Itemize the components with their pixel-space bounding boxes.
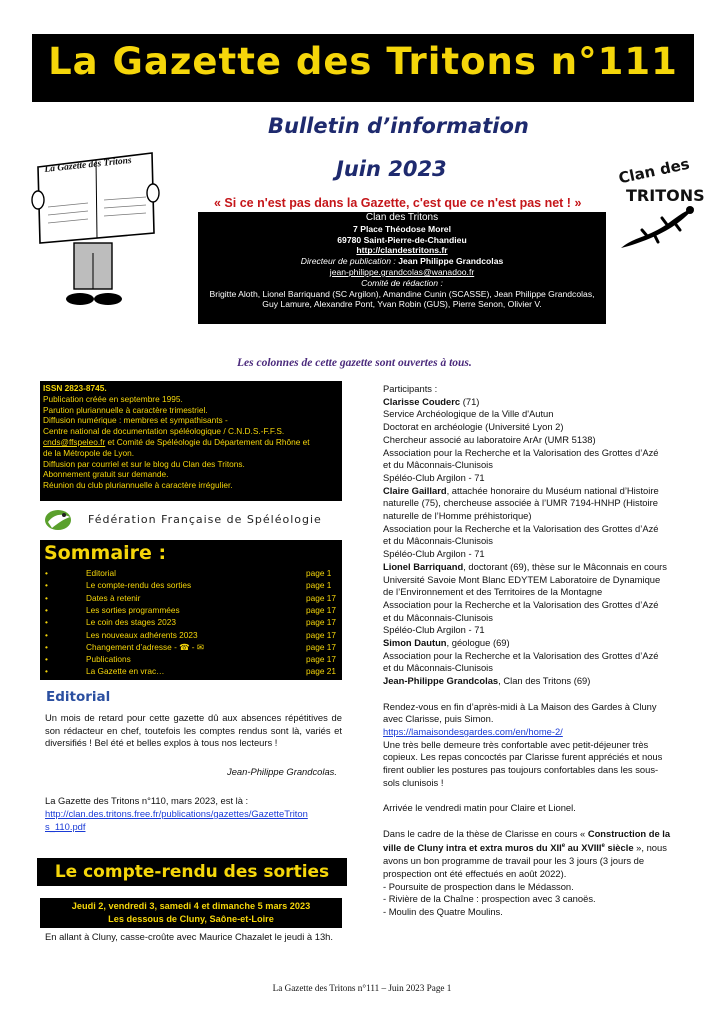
outing-place: Les dessous de Cluny, Saône-et-Loire <box>108 914 274 924</box>
these-title-4: siècle <box>604 842 634 854</box>
sommaire-item[interactable] <box>40 604 342 616</box>
issn-line-3: Diffusion numérique : membres et sympathisants - <box>43 415 228 426</box>
rdv-line: avec Clarisse, puis Simon. <box>383 713 494 725</box>
issn-line-6: Abonnement gratuit sur demande. <box>43 469 169 480</box>
clan-des-tritons-logo <box>606 154 714 258</box>
sommaire-item-label: Les sorties programmées <box>86 604 180 615</box>
columns-note: Les colonnes de cette gazette sont ouvertes à tous. <box>237 357 472 369</box>
house-line: copieux. Les repas concoctés par Clarisse furent appréciés et nous <box>383 751 663 763</box>
rdv-line: Rendez-vous en fin d’après-midi à La Maison des Gardes à Cluny <box>383 700 657 712</box>
right-column <box>383 383 713 919</box>
dautun-line: Association pour la Recherche et la Valorisation des Grottes d’Azé <box>383 649 659 661</box>
bullet-icon: • <box>45 568 48 578</box>
sommaire-item-page: page 17 <box>306 641 336 652</box>
couderc-line: Doctorat en archéologie (Université Lyon 2) <box>383 421 564 433</box>
gaillard-rest: , attachée honoraire du Muséum national d’Histoire <box>446 484 659 496</box>
these-end: », nous <box>633 842 667 854</box>
outing-intro: En allant à Cluny, casse-croûte avec Maurice Chazalet le jeudi à 13h. <box>45 931 334 942</box>
logo-tritons: TRITONS <box>626 186 705 205</box>
barriquand-line: et du Mâconnais-Clunisois <box>383 611 493 623</box>
gaillard-line: Spéléo-Club Argilon - 71 <box>383 548 485 560</box>
metropole-line: de la Métropole de Lyon. <box>43 447 135 458</box>
program-line: - Rivière de la Chaîne : prospection avec 3 canoës. <box>383 893 596 905</box>
participant-gaillard: Claire Gaillard <box>383 484 447 496</box>
participant-barriquand: Lionel Barriquand <box>383 560 464 572</box>
house-line: sols clunisois ! <box>383 776 444 788</box>
compte-rendu-heading: Le compte-rendu des sorties <box>37 858 347 886</box>
sommaire-item[interactable] <box>40 653 342 665</box>
participant-couderc: Clarisse Couderc <box>383 395 461 407</box>
page-footer: La Gazette des Tritons n°111 – Juin 2023 Page 1 <box>272 983 452 993</box>
outing-dates: Jeudi 2, vendredi 3, samedi 4 et dimanche 5 mars 2023 <box>71 901 311 911</box>
couderc-line: et du Mâconnais-Clunisois <box>383 459 493 471</box>
program-line: - Poursuite de prospection dans le Médasson. <box>383 880 574 892</box>
couderc-line: Association pour la Recherche et la Valorisation des Grottes d’Azé <box>383 446 659 458</box>
gaillard-line: naturelle de l’Homme préhistorique) <box>383 510 532 522</box>
newt-icon <box>618 202 698 252</box>
sommaire-item-page: page 17 <box>306 654 336 665</box>
sommaire-item-label: Editorial <box>86 568 116 578</box>
club-info-box <box>198 212 606 324</box>
arrival-line: Arrivée le vendredi matin pour Claire et Lionel. <box>383 802 576 814</box>
previous-issue-link-1[interactable]: http://clan.des.tritons.free.fr/publications/gazettes/GazetteTriton <box>45 808 308 819</box>
bullet-icon: • <box>45 641 48 652</box>
program-line: - Moulin des Quatre Moulins. <box>383 905 503 917</box>
sommaire-item-page: page 1 <box>306 580 332 591</box>
house-line: firent oublier les postures pas toujours confortables dans les sous- <box>383 764 659 776</box>
director-name: Jean Philippe Grandcolas <box>398 256 504 267</box>
bullet-icon: • <box>45 666 48 677</box>
grandcolas-rest: , Clan des Tritons (69) <box>498 675 591 687</box>
these-title-3: au XVIII <box>565 842 602 854</box>
newspaper-title: La Gazette des Tritons <box>44 155 133 175</box>
gaillard-line: Association pour la Recherche et la Valorisation des Grottes d’Azé <box>383 522 659 534</box>
barriquand-line: Association pour la Recherche et la Valorisation des Grottes d’Azé <box>383 598 659 610</box>
newspaper-reader-logo <box>30 145 160 320</box>
sommaire-item[interactable] <box>40 567 342 579</box>
ffs-name: Fédération Française de Spéléologie <box>88 513 322 526</box>
sommaire-item-label: Le coin des stages 2023 <box>86 617 176 628</box>
sommaire-item-label: Changement d’adresse - ☎ - ✉ <box>86 641 204 652</box>
sommaire-item[interactable] <box>40 665 342 677</box>
previous-issue-text: La Gazette des Tritons n°110, mars 2023, est là : <box>45 795 249 806</box>
previous-issue-link-2[interactable]: s_110.pdf <box>45 821 86 832</box>
sommaire-item-page: page 17 <box>306 629 336 640</box>
editorial-text: Un mois de retard pour cette gazette dû aux absences répétitives de son rédacteur en chef, toutefois les comptes rendus sont là, variés et diversifiés ! Bel été et belles explos à tous nos lecteurs ! <box>45 712 342 749</box>
issn-line-5: Diffusion par courriel et sur le blog du Clan des Tritons. <box>43 458 245 469</box>
committee-line-2: Guy Lamure, Alexandre Pont, Yvan Robin (GUS), Pierre Senon, Olivier V. <box>262 299 542 310</box>
gaillard-line: et du Mâconnais-Clunisois <box>383 535 493 547</box>
dautun-line: et du Mâconnais-Clunisois <box>383 662 493 674</box>
sommaire-item-label: Publications <box>86 654 131 665</box>
editorial-heading: Editorial <box>46 689 111 705</box>
committee-label: Comité de rédaction : <box>361 277 443 288</box>
bullet-icon: • <box>45 617 48 628</box>
sommaire-item[interactable] <box>40 579 342 591</box>
committee-line-1: Brigitte Aloth, Lionel Barriquand (SC Argilon), Amandine Cunin (SCASSE), Jean Philippe Grandcolas, <box>209 288 595 299</box>
sommaire-item-page: page 17 <box>306 592 336 603</box>
couderc-line: Chercheur associé au laboratoire ArAr (UMR 5138) <box>383 433 596 445</box>
sommaire-item[interactable] <box>40 629 342 641</box>
barriquand-line: Université Savoie Mont Blanc EDYTEM Laboratoire de Dynamique <box>383 573 661 585</box>
barriquand-line: de l’Environnement et des Territoires de la Montagne <box>383 586 603 598</box>
publication-info-box <box>40 381 342 501</box>
these-sup-2: e <box>601 843 605 850</box>
issn-line-4: Centre national de documentation spéléologique / C.N.D.S.-F.F.S. <box>43 426 285 437</box>
sommaire-item-label: La Gazette en vrac… <box>86 666 165 677</box>
couderc-line: Spéléo-Club Argilon - 71 <box>383 471 485 483</box>
issn: ISSN 2823-8745. <box>43 383 107 393</box>
sommaire-item-label: Le compte-rendu des sorties <box>86 580 192 591</box>
logo-clan-des: Clan des <box>616 154 692 188</box>
these-title-2: ville de Cluny intra et extra muros du XII <box>383 842 562 854</box>
editorial-signature: Jean-Philippe Grandcolas. <box>227 766 337 777</box>
gazette-title: La Gazette des Tritons n°111 <box>48 40 678 83</box>
participants-label: Participants : <box>383 383 438 394</box>
program-line: avons un bon programme de travail pour les 3 jours (3 jours de <box>383 855 645 867</box>
gaillard-line: naturelle (75), chercheuse associée à l’UMR 7194-HNHP (Histoire <box>383 497 658 509</box>
director-email-link[interactable]: jean-philippe.grandcolas@wanadoo.fr <box>329 266 475 277</box>
sommaire-title: Sommaire : <box>44 542 167 564</box>
ffs-logo-icon <box>44 508 74 532</box>
sommaire-box <box>40 540 342 680</box>
issn-line-2: Parution pluriannuelle à caractère trimestriel. <box>43 404 208 415</box>
cnds-rest: et Comité de Spéléologie du Département du Rhône et <box>105 436 310 447</box>
club-website-link[interactable]: http://clandestritons.fr <box>356 245 448 256</box>
sommaire-item-page: page 21 <box>306 666 336 677</box>
club-name: Clan des Tritons <box>365 212 439 223</box>
sommaire-item-label: Dates à retenir <box>86 592 141 603</box>
barriquand-line: Spéléo-Club Argilon - 71 <box>383 624 485 636</box>
sommaire-item-page: page 17 <box>306 617 336 628</box>
house-line: Une très belle demeure très confortable avec petit-déjeuner très <box>383 738 649 750</box>
issue-date: Juin 2023 <box>336 157 447 181</box>
these-sup-1: e <box>561 843 566 850</box>
barriquand-rest: , doctorant (69), thèse sur le Mâconnais en cours <box>463 560 667 572</box>
bullet-icon: • <box>45 629 48 640</box>
dautun-rest: , géologue (69) <box>446 637 510 649</box>
bullet-icon: • <box>45 592 48 603</box>
program-line: prospection ont été effectués en août 2022). <box>383 867 567 879</box>
these-title-1: Construction de la <box>587 827 671 839</box>
address-street: 7 Place Théodose Morel <box>353 223 451 234</box>
director-label: Directeur de publication : <box>300 256 399 267</box>
issn-line-7: Réunion du club pluriannuelle à caractère irrégulier. <box>43 480 233 491</box>
sommaire-item[interactable] <box>40 616 342 628</box>
cnds-email-link[interactable]: cnds@ffspeleo.fr <box>43 436 106 447</box>
sommaire-item-page: page 17 <box>306 604 336 615</box>
address-city: 69780 Saint-Pierre-de-Chandieu <box>337 234 467 245</box>
outing-header-box <box>40 898 342 928</box>
bullet-icon: • <box>45 580 48 591</box>
these-intro: Dans le cadre de la thèse de Clarisse en cours « <box>383 827 588 839</box>
sommaire-item-label: Les nouveaux adhérents 2023 <box>86 629 198 640</box>
bullet-icon: • <box>45 604 48 615</box>
bullet-icon: • <box>45 654 48 665</box>
sommaire-item[interactable] <box>40 592 342 604</box>
bulletin-subtitle: Bulletin d’information <box>268 114 529 138</box>
maison-des-gardes-link[interactable]: https://lamaisondesgardes.com/en/home-2/ <box>383 725 563 737</box>
participant-grandcolas: Jean-Philippe Grandcolas <box>383 675 499 687</box>
issn-line-1: Publication créée en septembre 1995. <box>43 393 183 404</box>
sommaire-item-page: page 1 <box>306 568 332 578</box>
slogan: « Si ce n'est pas dans la Gazette, c'est que ce n'est pas net ! » <box>214 196 582 210</box>
couderc-line: Service Archéologique de la Ville d'Autun <box>383 408 554 420</box>
participant-dautun: Simon Dautun <box>383 637 447 649</box>
participant-couderc-dept: (71) <box>460 395 480 407</box>
sommaire-item[interactable] <box>40 641 342 653</box>
